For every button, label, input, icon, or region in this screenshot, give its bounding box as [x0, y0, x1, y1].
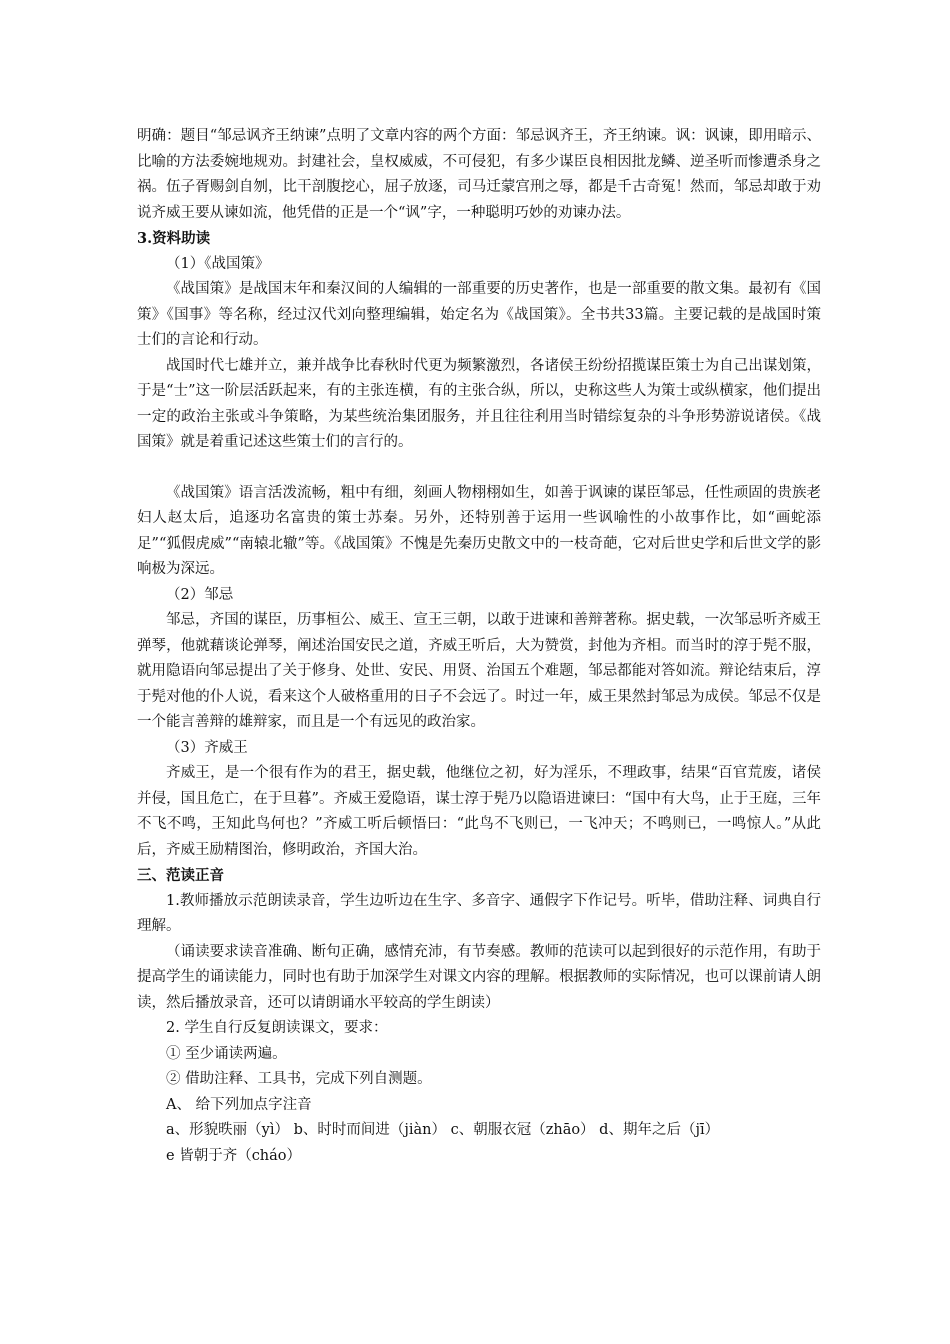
subheading-qiweiwang: （3）齐威王 — [166, 739, 248, 756]
paragraph-explanation: 明确：题目“邹忌讽齐王纳谏”点明了文章内容的两个方面：邹忌讽齐王，齐王纳谏。讽：讽谏，即用暗示、比喻的方法委婉地规劝。封建社会，皇权威威，不可侵犯，有多少谋臣良相因批龙鳞、逆圣听而惨遭杀身之祸。伍子胥赐剑自刎，比干剖腹挖心，屈子放逐，司马迁蒙宫刑之辱，都是千古奇冤！然而，邹忌却敢于劝说齐威王要从谏如流，他凭借的正是一个“讽”字，一种聪明巧妙的劝谏办法。 — [137, 128, 821, 221]
pinyin-answers-line: a、形貌昳丽（yì） b、时时而间进（jiàn） c、朝服衣冠（zhāo） d、期年之后（jī） — [166, 1122, 720, 1138]
paragraph-zhanguoce-language: 《战国策》语言活泼流畅，粗中有细，刻画人物栩栩如生，如善于讽谏的谋臣邹忌，任性顽固的贵族老妇人赵太后，追逐功名富贵的策士苏秦。另外，还特别善于运用一些讽喻性的小故事作比，如“画蛇添足”“狐假虎威”“南辕北辙”等。《战国策》不愧是先秦历史散文中的一枝奇葩，它对后世史学和后世文学的影响极为深远。 — [137, 484, 821, 577]
pinyin-answers-line-2: e 皆朝于齐（cháo） — [166, 1147, 302, 1164]
paragraph-qiweiwang: 齐威王，是一个很有作为的君王，据史载，他继位之初，好为淫乐，不理政事，结果“百官荒废，诸侯并侵，国且危亡，在于旦暮”。齐威王爱隐语，谋士淳于髡乃以隐语进谏曰：“国中有大鸟，止于王庭，三年不飞不鸣，王知此鸟何也？”齐威工听后顿悟曰：“此鸟不飞则已，一飞冲天；不鸣则已，一鸣惊人。”从此后，齐威王励精图治，修明政治，齐国大治。 — [137, 765, 821, 858]
paragraph-warring-states: 战国时代七雄并立，兼并战争比春秋时代更为频繁激烈，各诸侯王纷纷招揽谋臣策士为自己出谋划策，于是“士”这一阶层活跃起来，有的主张连横，有的主张合纵，所以，史称这些人为策士或纵横家，他们提出一定的政治主张或斗争策略，为某些统治集团服务，并且往往利用当时错综复杂的斗争形势游说诸侯。《战国策》就是着重记述这些策士们的言行的。 — [137, 357, 821, 450]
subheading-zhanguoce: （1）《战国策》 — [166, 255, 270, 272]
paragraph-zouji: 邹忌，齐国的谋臣，历事桓公、威王、宣王三朝，以敢于进谏和善辩著称。据史载，一次邹忌听齐威王弹琴，他就藉谈论弹琴，阐述治国安民之道，齐威王听后，大为赞赏，封他为齐相。而当时的淳于髡不服，就用隐语向邹忌提出了关于修身、处世、安民、用贤、治国五个难题，邹忌都能对答如流。辩论结束后，淳于髡对他的仆人说，看来这个人破格重用的日子不会远了。时过一年，威王果然封邹忌为成侯。邹忌不仅是一个能言善辩的雄辩家，而且是一个有远见的政治家。 — [137, 612, 821, 730]
paragraph-zhanguoce-intro: 《战国策》是战国末年和秦汉间的人编辑的一部重要的历史著作，也是一部重要的散文集。最初有《国策》《国事》等名称，经过汉代刘向整理编辑，始定名为《战国策》。全书共33篇。主要记载的是战国时策士们的言论和行动。 — [137, 281, 821, 348]
paragraph-reading-requirements: （诵读要求读音准确、断句正确，感情充沛，有节奏感。教师的范读可以起到很好的示范作用，有助于提高学生的诵读能力，同时也有助于加深学生对课文内容的理解。根据教师的实际情况，也可以课前请人朗读，然后播放录音，还可以请朗诵水平较高的学生朗读） — [137, 943, 821, 1011]
subheading-zouji: （2）邹忌 — [166, 586, 234, 603]
list-item-pinyin-task: A、 给下列加点字注音 — [166, 1096, 312, 1113]
document-page — [137, 124, 821, 1169]
paragraph-step-1: 1.教师播放示范朗读录音，学生边听边在生字、多音字、通假字下作记号。听毕，借助注释、词典自行理解。 — [137, 892, 821, 934]
section-heading-reading-aid: 3.资料助读 — [137, 230, 211, 247]
paragraph-step-2: 2. 学生自行反复朗读课文，要求： — [166, 1020, 388, 1036]
list-item-read-twice: ① 至少诵读两遍。 — [166, 1045, 287, 1062]
list-item-self-test: ② 借助注释、工具书，完成下列自测题。 — [166, 1071, 432, 1087]
section-heading-model-reading: 三、范读正音 — [137, 867, 224, 884]
blank-line — [137, 456, 821, 481]
